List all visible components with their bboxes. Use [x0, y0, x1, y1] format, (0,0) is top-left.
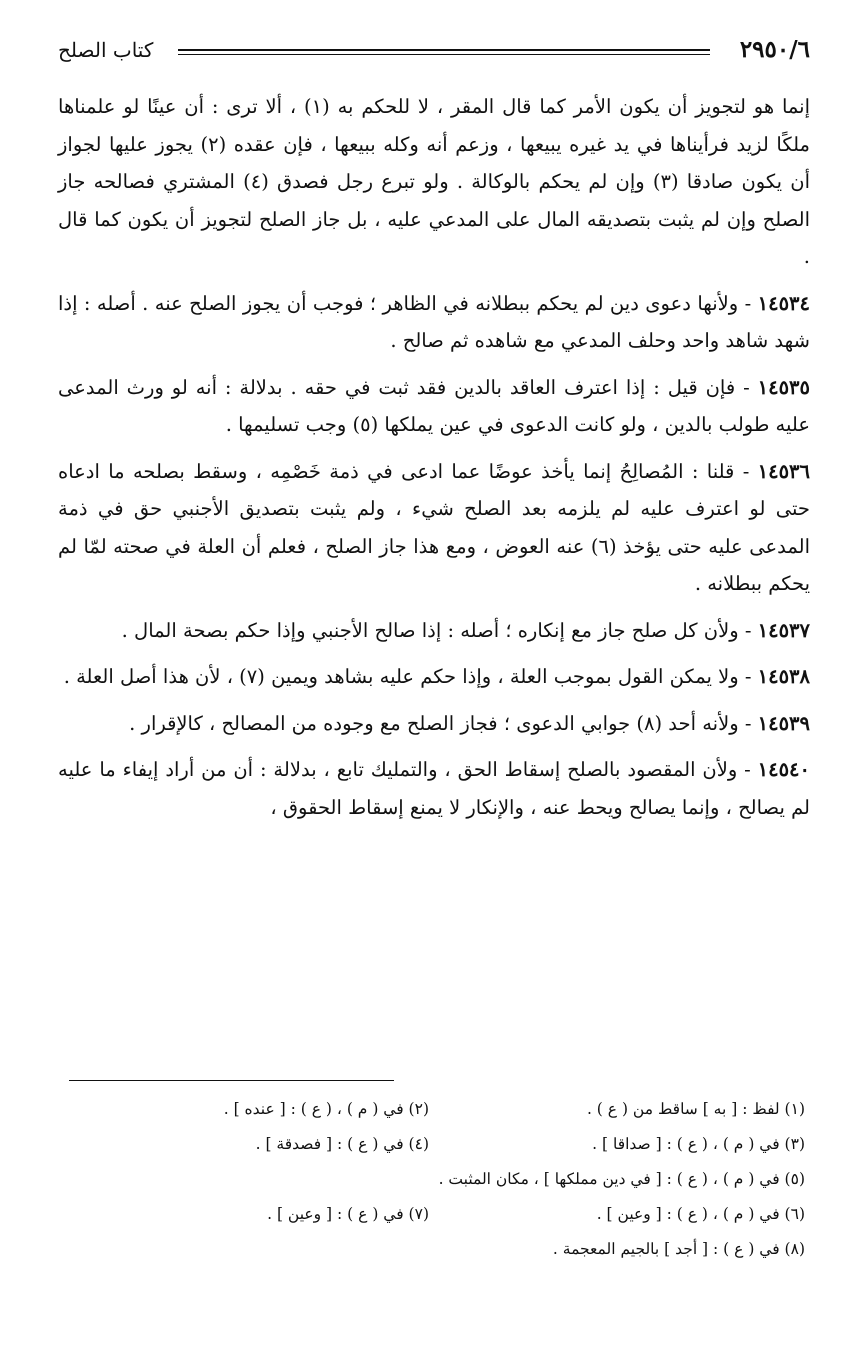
- paragraph-number: ١٤٥٤٠: [757, 758, 810, 781]
- paragraph: [58, 705, 810, 743]
- footnote-row: [58, 1092, 810, 1127]
- paragraph-text: - ولا يمكن القول بموجب العلة ، وإذا حكم عليه بشاهد ويمين (٧) ، لأن هذا أصل العلة .: [63, 665, 758, 688]
- footnote: (٦) في ( م ) ، ( ع ) : [ وعين ] .: [596, 1205, 805, 1223]
- footnote-row: [58, 1197, 810, 1232]
- paragraph-number: ١٤٥٣٨: [757, 665, 810, 688]
- footnotes: [58, 1092, 810, 1267]
- footnote: (٢) في ( م ) ، ( ع ) : [ عنده ] .: [223, 1100, 429, 1118]
- paragraph: [58, 658, 810, 696]
- paragraph-text: - ولأنها دعوى دين لم يحكم ببطلانه في الظاهر ؛ فوجب أن يجوز الصلح عنه . أصله : إذا شهد شاهد واحد وحلف المدعي مع شاهده ثم صالح .: [58, 291, 810, 352]
- footnote: (٨) في ( ع ) : [ أجد ] بالجيم المعجمة .: [552, 1240, 805, 1258]
- paragraph-number: ١٤٥٣٩: [757, 711, 810, 735]
- paragraph: [58, 751, 810, 826]
- paragraph: [58, 369, 810, 444]
- paragraph: [58, 612, 810, 650]
- footnote: (٣) في ( م ) ، ( ع ) : [ صداقا ] .: [592, 1135, 805, 1153]
- footnote-row: [58, 1127, 810, 1162]
- paragraph: [58, 88, 810, 276]
- paragraph-number: ١٤٥٣٤: [757, 291, 810, 315]
- footnote-row: [58, 1232, 810, 1267]
- header-rule-thin: [178, 54, 710, 55]
- paragraph-text: - فإن قيل : إذا اعترف العاقد بالدين فقد ثبت في حقه . بدلالة : أنه لو ورث المدعى عليه طولب بالدين ، ولو كانت الدعوى في عين يملكها (٥) وجب تسليمها .: [58, 375, 810, 436]
- footnote: (٤) في ( ع ) : [ فصدقة ] .: [255, 1135, 429, 1153]
- page-header: [58, 36, 810, 66]
- footnote: (٥) في ( م ) ، ( ع ) : [ في دين مملكها ] ، مكان المثبت .: [438, 1170, 805, 1188]
- paragraph-text: - قلنا : المُصالِحُ إنما يأخذ عوضًا عما ادعى في ذمة خَصْمِه ، وسقط بصلحه ما ادعاه حتى لو اعترف عليه لم يلزمه بعد الصلح شيء ، ولم يثبت بتصديق الأجنبي حق في ذمة المدعى عليه حتى يؤخذ (٦) عنه العوض ، ومع هذا جاز الصلح ، فعلم أن العلة في صحته لمّا لم يحكم ببطلانه .: [58, 459, 810, 595]
- footnote: (٧) في ( ع ) : [ وعين ] .: [267, 1205, 429, 1223]
- paragraph-number: ١٤٥٣٥: [757, 375, 810, 399]
- running-title: كتاب الصلح: [58, 38, 154, 62]
- paragraph-text: - ولأن كل صلح جاز مع إنكاره ؛ أصله : إذا صالح الأجنبي وإذا حكم بصحة المال .: [121, 618, 758, 642]
- paragraph-number: ١٤٥٣٦: [757, 459, 810, 483]
- paragraph-text: - ولأن المقصود بالصلح إسقاط الحق ، والتمليك تابع ، بدلالة : أن من أراد إيفاء ما عليه لم يصالح ، وإنما يصالح ويحط عنه ، والإنكار لا يمنع إسقاط الحقوق ،: [58, 758, 810, 819]
- book-page: [58, 30, 810, 1320]
- header-rule: [178, 49, 710, 51]
- body-text: [58, 88, 810, 835]
- paragraph: [58, 453, 810, 603]
- paragraph: [58, 285, 810, 360]
- paragraph-text: إنما هو لتجويز أن يكون الأمر كما قال المقر ، لا للحكم به (١) ، ألا ترى : أن عينًا لو علمناها ملكًا لزيد فرأيناها في يد غيره يبيعها ، وزعم أنه وكله ببيعها ، فإن عقده (٢) يجوز عليها لجواز أن يكون صادقا (٣) وإن لم يحكم بالوكالة . ولو تبرع رجل فصدق (٤) المشتري فصالحه جاز الصلح وإن لم يثبت بتصديقه المال على المدعي عليه ، بل جاز الصلح لتجويز أن يكون كما قال .: [58, 95, 811, 268]
- paragraph-text: - ولأنه أحد (٨) جوابي الدعوى ؛ فجاز الصلح مع وجوده من المصالح ، كالإقرار .: [129, 711, 758, 735]
- footnote: (١) لفظ : [ به ] ساقط من ( ع ) .: [586, 1100, 805, 1118]
- paragraph-number: ١٤٥٣٧: [757, 618, 810, 642]
- footnote-row: [58, 1162, 810, 1197]
- footnote-separator: [69, 1080, 394, 1081]
- page-number: ٢٩٥٠/٦: [739, 36, 810, 63]
